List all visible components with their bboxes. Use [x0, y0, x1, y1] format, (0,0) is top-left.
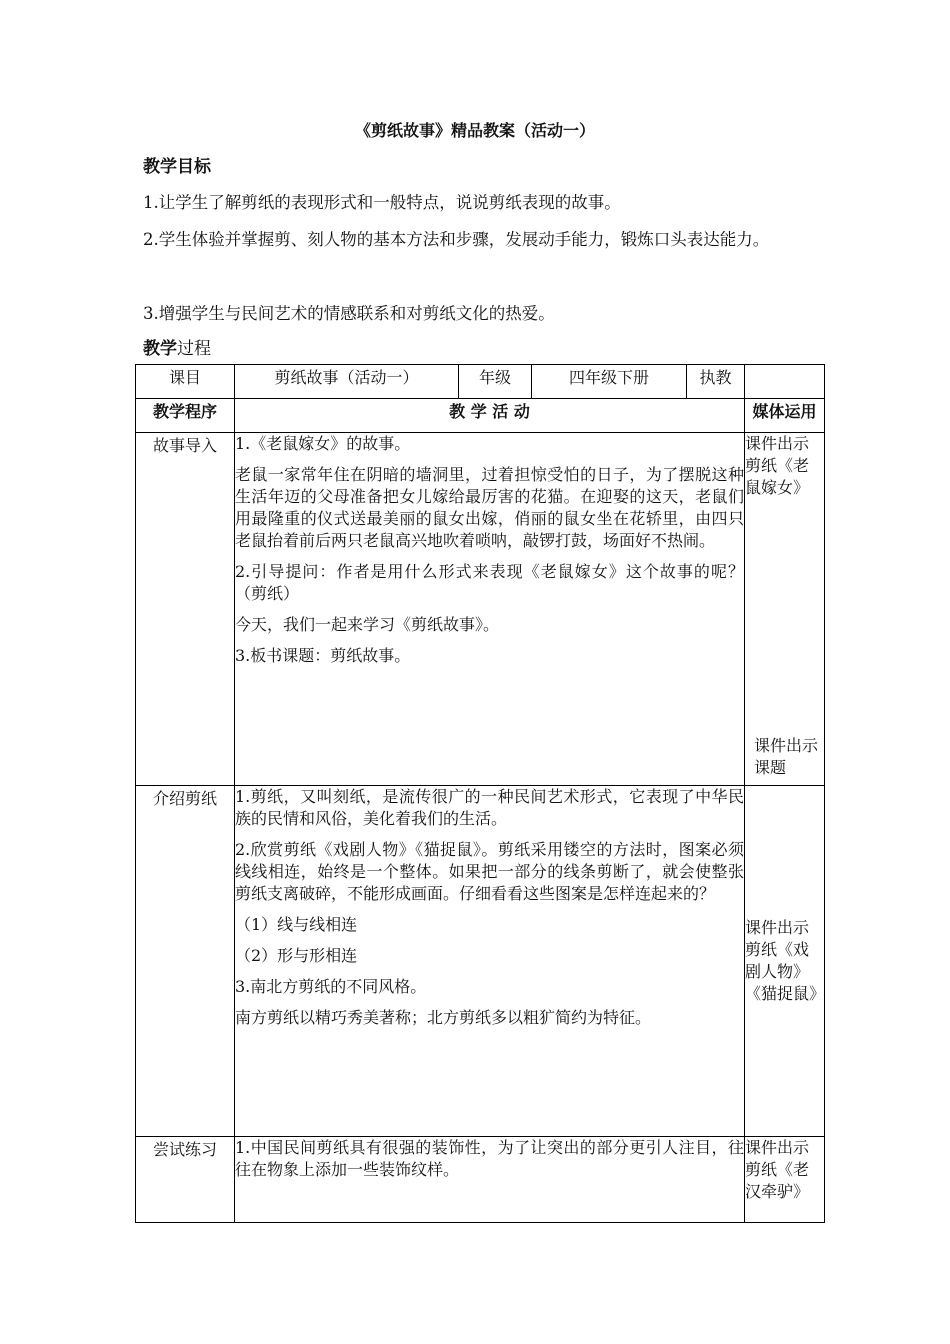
- table-row: [136, 1137, 825, 1223]
- activity-paragraph: 老鼠一家常年住在阴暗的墙洞里，过着担惊受怕的日子，为了摆脱这种生活年迈的父母准备把女儿嫁给最厉害的花猫。在迎娶的这天，老鼠们用最隆重的仪式送最美丽的鼠女出嫁，俏丽的鼠女坐在花轿里，由四只老鼠抬着前后两只老鼠高兴地吹着唢呐，敲锣打鼓，场面好不热闹。: [235, 465, 744, 550]
- process-heading: [143, 334, 211, 359]
- column-header-row: [136, 399, 825, 433]
- activity-paragraph: 1.《老鼠嫁女》的故事。: [235, 434, 411, 453]
- activity-cell: [235, 786, 745, 1137]
- goal-3: 3.增强学生与民间艺术的情感联系和对剪纸文化的热爱。: [143, 304, 555, 323]
- activity-paragraph: 3.板书课题：剪纸故事。: [235, 646, 411, 665]
- activity-paragraph: 今天，我们一起来学习《剪纸故事》。: [235, 615, 500, 634]
- teacher-value-cell: [745, 365, 825, 399]
- procedure-header: 教学程序: [136, 399, 235, 433]
- activity-paragraph: （1）线与线相连: [235, 915, 358, 934]
- activity-paragraph: 2.欣赏剪纸《戏剧人物》《猫捉鼠》。剪纸采用镂空的方法时，图案必须线线相连，始终是一个整体。如果把一部分的线条剪断了，就会使整张剪纸支离破碎，不能形成画面。仔细看看这些图案是怎样连起来的？: [235, 840, 744, 903]
- table-row: [136, 433, 825, 786]
- activity-paragraph: 1.中国民间剪纸具有很强的装饰性，为了让突出的部分更引人注目，往往在物象上添加一些装饰纹样。: [235, 1138, 744, 1179]
- grade-value-cell: 四年级下册: [532, 365, 687, 399]
- media-note: 课件出示剪纸《戏剧人物》《猫捉鼠》: [745, 918, 826, 1003]
- document-title: 《剪纸故事》精品教案（活动一）: [354, 121, 595, 140]
- goals-heading: 教学目标: [143, 157, 211, 177]
- grade-label-cell: 年级: [459, 365, 532, 399]
- activity-paragraph: 南方剪纸以精巧秀美著称；北方剪纸多以粗犷简约为特征。: [235, 1008, 652, 1027]
- lesson-plan-table: [135, 364, 825, 1223]
- media-note: 课件出示剪纸《老汉牵驴》: [745, 1138, 810, 1201]
- activity-header: 教 学 活 动: [235, 399, 745, 433]
- goal-1: 1.让学生了解剪纸的表现形式和一般特点，说说剪纸表现的故事。: [143, 193, 621, 212]
- process-heading-bold: 教学: [143, 339, 177, 359]
- goal-2: 2.学生体验并掌握剪、刻人物的基本方法和步骤，发展动手能力，锻炼口头表达能力。: [143, 230, 770, 249]
- media-header: 媒体运用: [745, 399, 825, 433]
- media-note: 课件出示课题: [754, 736, 819, 777]
- table-row: [136, 786, 825, 1137]
- media-cell: [745, 786, 825, 1137]
- activity-cell: [235, 433, 745, 786]
- lesson-value-cell: 剪纸故事（活动一）: [235, 365, 459, 399]
- process-heading-normal: 过程: [177, 339, 211, 359]
- stage-cell: 尝试练习: [136, 1137, 235, 1223]
- teacher-label-cell: 执教: [687, 365, 745, 399]
- activity-paragraph: 2.引导提问：作者是用什么形式来表现《老鼠嫁女》这个故事的呢？（剪纸）: [235, 562, 744, 603]
- media-cell: [745, 433, 825, 786]
- activity-paragraph: 3.南北方剪纸的不同风格。: [235, 977, 427, 996]
- info-row: [136, 365, 825, 399]
- activity-paragraph: （2）形与形相连: [235, 946, 358, 965]
- stage-cell: 介绍剪纸: [136, 786, 235, 1137]
- media-cell: [745, 1137, 825, 1223]
- media-note: 课件出示剪纸《老鼠嫁女》: [745, 434, 810, 497]
- lesson-label-cell: 课目: [136, 365, 235, 399]
- stage-cell: 故事导入: [136, 433, 235, 786]
- activity-cell: [235, 1137, 745, 1223]
- activity-paragraph: 1.剪纸，又叫刻纸，是流传很广的一种民间艺术形式，它表现了中华民族的民情和风俗，美化着我们的生活。: [235, 787, 744, 828]
